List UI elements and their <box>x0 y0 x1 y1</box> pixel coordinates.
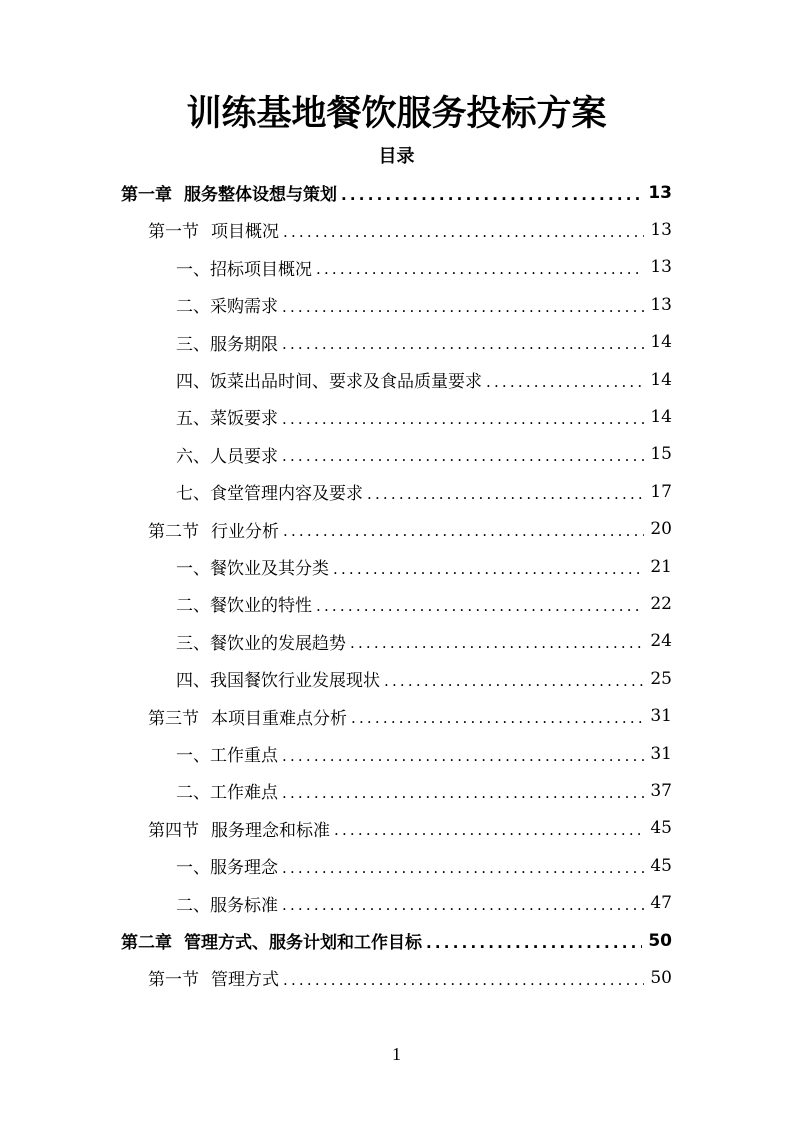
toc-dot-leader <box>282 859 644 877</box>
toc-dot-leader <box>282 298 644 316</box>
toc-dot-leader <box>282 447 644 465</box>
toc-entry[interactable] <box>148 511 672 548</box>
toc-entry-number: 第二章 <box>121 933 172 953</box>
toc-dot-leader <box>282 335 644 353</box>
toc-entry-label <box>176 404 278 429</box>
toc-entry-page: 13 <box>648 182 672 203</box>
toc-entry[interactable] <box>176 398 672 435</box>
toc-entry-text: 四、我国餐饮行业发展现状 <box>176 671 380 692</box>
toc-dot-leader <box>316 597 644 615</box>
toc-entry-text: 六、人员要求 <box>176 446 278 467</box>
toc-entry-number: 第四节 <box>148 820 199 841</box>
toc-entry-page: 25 <box>650 668 672 689</box>
toc-entry-label <box>176 330 278 355</box>
toc-dot-leader <box>384 672 644 690</box>
toc-entry-text: 二、服务标准 <box>176 895 278 916</box>
toc-entry-label <box>148 217 279 242</box>
document-title: 训练基地餐饮服务投标方案 <box>186 94 607 134</box>
toc-entry-label <box>176 591 312 616</box>
toc-entry-page: 13 <box>650 294 672 315</box>
toc-entry-number: 第三节 <box>148 708 199 729</box>
toc-entry[interactable] <box>176 585 672 622</box>
toc-entry-label <box>148 517 279 542</box>
toc-dot-leader <box>367 485 644 503</box>
toc-dot-leader <box>282 410 644 428</box>
toc-entry-text: 七、食堂管理内容及要求 <box>176 484 363 505</box>
toc-entry[interactable] <box>176 660 672 697</box>
toc-dot-leader <box>283 971 644 989</box>
toc-entry-page: 20 <box>650 519 672 540</box>
toc-entry[interactable] <box>176 885 672 922</box>
toc-entry-page: 22 <box>650 593 672 614</box>
toc-entry-label <box>121 928 422 953</box>
toc-entry[interactable] <box>148 959 672 996</box>
toc-entry-text: 一、招标项目概况 <box>176 259 312 280</box>
toc-entry-label <box>176 367 482 392</box>
toc-entry-page: 17 <box>650 481 672 502</box>
toc-entry-label <box>121 180 337 205</box>
toc-entry[interactable] <box>176 623 672 660</box>
toc-entry-label <box>176 479 363 504</box>
toc-entry-text: 一、服务理念 <box>176 858 278 879</box>
toc-dot-leader <box>282 896 644 914</box>
toc-dot-leader <box>283 522 644 540</box>
toc-entry-text: 二、餐饮业的特性 <box>176 596 312 617</box>
toc-entry-label <box>176 666 380 691</box>
toc-entry-text: 项目概况 <box>211 222 279 243</box>
toc-entry-label <box>176 778 278 803</box>
toc-entry-label <box>176 853 278 878</box>
toc-dot-leader <box>351 709 644 727</box>
toc-entry[interactable] <box>176 436 672 473</box>
toc-entry-text: 一、餐饮业及其分类 <box>176 559 329 579</box>
toc-dot-leader <box>333 560 644 578</box>
toc-dot-leader <box>341 186 642 204</box>
toc-dot-leader <box>426 934 642 952</box>
toc-entry-label <box>176 554 329 579</box>
toc-entry-page: 37 <box>650 780 672 801</box>
toc-entry[interactable] <box>176 286 672 323</box>
toc-entry-page: 31 <box>650 743 672 764</box>
page-number: 1 <box>392 1044 401 1064</box>
toc-entry-text: 五、菜饭要求 <box>176 409 278 430</box>
toc-entry-text: 管理方式 <box>211 970 279 991</box>
toc-heading: 目录 <box>378 146 415 167</box>
toc-entry-text: 服务整体设想与策划 <box>184 185 337 205</box>
toc-entry[interactable] <box>176 772 672 809</box>
toc-entry[interactable] <box>176 847 672 884</box>
toc-entry-label <box>176 292 278 317</box>
toc-entry-number: 第一节 <box>148 222 199 243</box>
toc-entry-text: 二、工作难点 <box>176 783 278 804</box>
toc-entry[interactable] <box>176 324 672 361</box>
toc-entry[interactable] <box>121 174 672 211</box>
toc-entry-label <box>176 442 278 467</box>
toc-entry-text: 二、采购需求 <box>176 297 278 318</box>
toc-entry-text: 服务理念和标准 <box>211 820 330 841</box>
toc-entry-label <box>176 891 278 916</box>
toc-entry-label <box>148 965 279 990</box>
toc-entry-label <box>148 816 330 841</box>
toc-dot-leader <box>282 747 644 765</box>
toc-entry-page: 47 <box>650 893 672 914</box>
toc-entry[interactable] <box>148 810 672 847</box>
toc-entry-page: 14 <box>650 332 672 353</box>
toc-dot-leader <box>486 373 644 391</box>
toc-entry-page: 50 <box>648 930 672 951</box>
toc-entry-label <box>176 255 312 280</box>
toc-entry-label <box>176 741 278 766</box>
toc-entry-page: 13 <box>650 219 672 240</box>
toc-dot-leader <box>282 784 644 802</box>
toc-entry-page: 45 <box>650 855 672 876</box>
toc-entry-text: 管理方式、服务计划和工作目标 <box>184 933 422 953</box>
toc-entry-page: 15 <box>650 444 672 465</box>
toc-entry-page: 50 <box>650 967 672 988</box>
toc-dot-leader <box>334 821 644 839</box>
toc-entry-page: 24 <box>650 631 672 652</box>
toc-entry[interactable] <box>176 473 672 510</box>
toc-entry-page: 14 <box>650 406 672 427</box>
toc-entry[interactable] <box>176 249 672 286</box>
toc-entry[interactable] <box>176 361 672 398</box>
toc-entry-page: 45 <box>650 818 672 839</box>
toc-entry-number: 第一章 <box>121 185 172 205</box>
toc-entry-text: 一、工作重点 <box>176 746 278 766</box>
toc-entry-text: 本项目重难点分析 <box>211 708 347 729</box>
toc-entry-text: 行业分析 <box>211 521 279 542</box>
toc-entry-text: 四、饭菜出品时间、要求及食品质量要求 <box>176 372 482 392</box>
toc-dot-leader <box>283 223 644 241</box>
toc-entry-label <box>148 704 347 729</box>
toc-entry-page: 14 <box>650 369 672 390</box>
toc-entry-page: 13 <box>650 257 672 278</box>
toc-dot-leader <box>350 634 644 652</box>
toc-entry-number: 第一节 <box>148 970 199 991</box>
toc-dot-leader <box>316 260 644 278</box>
toc-entry[interactable] <box>148 211 672 248</box>
toc-entry-number: 第二节 <box>148 521 199 542</box>
toc-entry-text: 三、餐饮业的发展趋势 <box>176 633 346 654</box>
toc-entry-page: 31 <box>650 706 672 727</box>
toc-entry-text: 三、服务期限 <box>176 334 278 355</box>
toc-entry[interactable] <box>148 698 672 735</box>
toc-entry-page: 21 <box>650 556 672 577</box>
toc-entry[interactable] <box>176 548 672 585</box>
toc-entry-label <box>176 629 346 654</box>
toc-entry[interactable] <box>121 922 672 959</box>
toc-entry[interactable] <box>176 735 672 772</box>
